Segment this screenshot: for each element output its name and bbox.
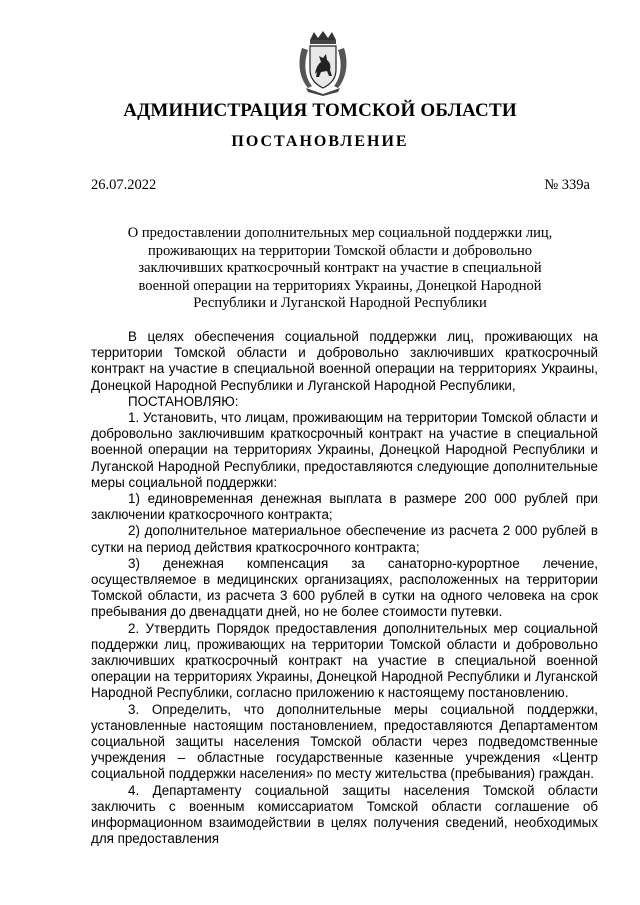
organization-title: АДМИНИСТРАЦИЯ ТОМСКОЙ ОБЛАСТИ	[123, 100, 517, 121]
document-body	[91, 329, 598, 848]
document-date: 26.07.2022	[91, 177, 157, 193]
item-1-1: 1) единовременная денежная выплата в размере 200 000 рублей при заключении краткосрочного контракта;	[91, 491, 598, 523]
document-number: № 339а	[544, 177, 590, 193]
preamble-paragraph: В целях обеспечения социальной поддержки лиц, проживающих на территории Томской области и добровольно заключивших краткосрочный контракт на участие в специальной военной операции на территориях Украины, Донецкой Народной Республики и Луганской Народной Республики,	[91, 329, 598, 393]
resolve-heading: ПОСТАНОВЛЯЮ:	[128, 393, 239, 409]
item-1-2: 2) дополнительное материальное обеспечение из расчета 2 000 рублей в сутки на период действия краткосрочного контракта;	[91, 523, 598, 555]
item-1: 1. Установить, что лицам, проживающим на территории Томской области и добровольно заключившим краткосрочный контракт на участие в специальной военной операции на территориях Украины, Донецкой Народной Республики и Луганской Народной Республики, предоставляются следующие дополнительные меры социальной поддержки:	[91, 410, 598, 490]
item-4: 4. Департаменту социальной защиты населения Томской области заключить с военным комиссариатом Томской области соглашение об информационном взаимодействии в целях получения сведений, необходимых для предоставления	[91, 782, 598, 847]
item-1-3: 3) денежная компенсация за санаторно-курортное лечение, осуществляемое в медицинских организациях, расположенных на территории Томской области, из расчета 3 600 рублей в сутки на одного человека на срок пребывания до двенадцати дней, но не более стоимости путевки.	[91, 555, 598, 620]
document-type: ПОСТАНОВЛЕНИЕ	[231, 133, 409, 150]
item-3: 3. Определить, что дополнительные меры социальной поддержки, установленные настоящим постановлением, предоставляются Департаментом социальной защиты населения Томской области через подведомственные учреждения – областные государственные казенные учреждения «Центр социальной поддержки населения» по месту жительства (пребывания) граждан.	[91, 701, 598, 782]
item-2: 2. Утвердить Порядок предоставления дополнительных мер социальной поддержки лиц, проживающих на территории Томской области и добровольно заключивших краткосрочный контракт на участие в специальной военной операции на территориях Украины, Донецкой Народной Республики и Луганской Народной Республики, согласно приложению к настоящему постановлению.	[91, 620, 598, 701]
document-subject: О предоставлении дополнительных мер социальной поддержки лиц, проживающих на территории Томской области и добровольно заключивших краткосрочный контракт на участие в специальной военной операции на территориях Украины, Донецкой Народной Республики и Луганской Народной Республики	[127, 225, 553, 311]
tomsk-coat-of-arms-icon	[296, 30, 350, 96]
